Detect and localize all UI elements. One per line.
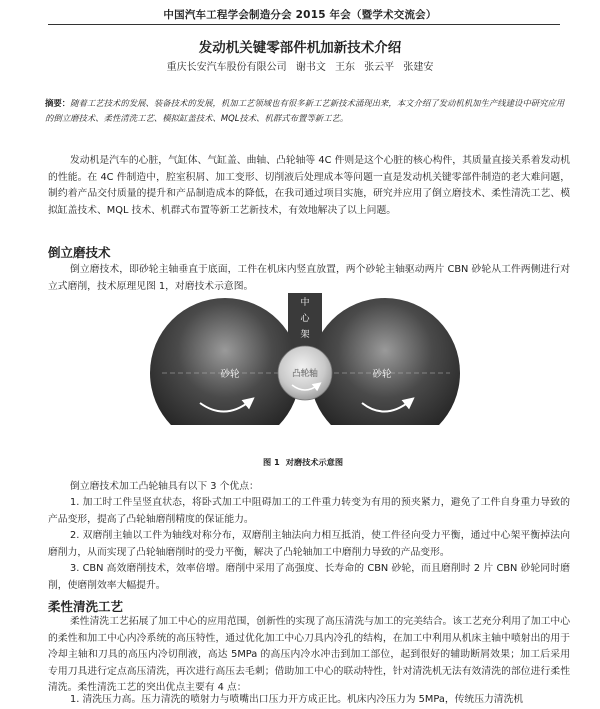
figure-caption — [0, 457, 600, 468]
header-rule — [48, 24, 560, 25]
section-heading-flexible-cleaning: 柔性清洗工艺 — [48, 599, 124, 614]
intro-paragraph: 发动机是汽车的心脏，气缸体、气缸盖、曲轴、凸轮轴等 4C 件则是这个心脏的核心构件，其质量直接关系着发动机的性能。在 4C 件制造中，腔室积屑、加工变形、切削液后处理成本等问题一直是发动机关键零部件制造的老大难问题，制约着产品交付质量的提升和产品制造成本的降低，在我司通过项目实施，研究并应用了倒立磨技术、柔性清洗工艺、模拟缸盖技术、MQL 技术、机群式布置等新工艺新技术，有效地解决了以上问题。 — [48, 155, 570, 216]
section-heading-inverted-grinding: 倒立磨技术 — [48, 245, 111, 260]
grinding-diagram — [150, 293, 460, 425]
left-wheel-label: 砂轮 — [220, 369, 240, 380]
figure-caption-text: 对磨技术示意图 — [285, 457, 344, 467]
center-frame-label: 中 — [300, 298, 310, 308]
cleaning-advantage-item: 1. 清洗压力高。压力清洗的喷射力与喷嘴出口压力开方成正比。机床内冷压力为 5MPa，传统压力清洗机 — [70, 694, 524, 705]
article-authors: 重庆长安汽车股份有限公司 谢书文 王东 张云平 张建安 — [166, 62, 434, 73]
abstract-text: 随着工艺技术的发展、装备技术的发展，机加工艺领域也有很多新工艺新技术涌现出来，本文介绍了发动机机加生产线建设中研究应用的倒立磨技术、柔性清洗工艺、模拟缸盖技术、MQL技术、机群式布置等新工艺。 — [45, 98, 565, 123]
conference-header: 中国汽车工程学会制造分会 2015 年会（暨学术交流会） — [163, 9, 437, 21]
abstract — [45, 96, 570, 126]
right-grinding-wheel — [310, 298, 460, 425]
abstract-label: 摘要： — [45, 98, 71, 108]
right-wheel-label: 砂轮 — [372, 369, 392, 380]
camshaft-label: 凸轮轴 — [292, 369, 318, 379]
section2-intro: 柔性清洗工艺拓展了加工中心的应用范围，创新性的实现了高压清洗与加工的完美结合。该工艺充分利用了加工中心的柔性和加工中心内冷系统的高压特性，通过优化加工中心刀具内冷孔的结构，在加工中利用从机床主轴中喷射出的用于冷却主轴和刀具的高压内冷切削液，高达 5MPa 的高压内冷水冲击到加工部位，起到很好的辅助断屑效果；加工后采用专用刀具进行定点高压清洗，再次进行高压去毛刺；借助加工中心的联动特性，针对清洗机无法有效清洗的部位进行柔性清洗。柔性清洗工艺的突出优点主要有 4 点： — [48, 616, 570, 693]
advantage-item: 3. CBN 高效磨削技术，效率倍增。磨削中采用了高强度、长寿命的 CBN 砂轮，而且磨削时 2 片 CBN 砂轮同时磨削，使磨削效率大幅提升。 — [48, 563, 570, 591]
left-grinding-wheel — [150, 298, 300, 425]
figure-caption-number: 图 1 — [262, 457, 280, 467]
advantage-item: 2. 双磨削主轴以工件为轴线对称分布，双磨削主轴法向力相互抵消，使工件径向受力平衡，通过中心架平衡掉法向磨削力，从而实现了凸轮轴磨削时的受力平衡，解决了凸轮轴加工中磨削力导致的产品变形。 — [48, 530, 570, 558]
article-title: 发动机关键零部件机加新技术介绍 — [198, 40, 402, 56]
center-frame-label: 心 — [300, 314, 310, 324]
section1-intro: 倒立磨技术，即砂轮主轴垂直于底面，工件在机床内竖直放置，两个砂轮主轴驱动两片 CBN 砂轮从工件两侧进行对立式磨削，技术原理见图 1，对磨技术示意图。 — [48, 264, 570, 292]
advantages-intro: 倒立磨技术加工凸轮轴具有以下 3 个优点： — [70, 481, 259, 492]
center-frame-label: 架 — [300, 330, 310, 340]
advantage-item: 1. 加工时工件呈竖直状态，将卧式加工中阻碍加工的工件重力转变为有用的预夹紧力，避免了工件自身重力导致的产品变形，提高了凸轮轴磨削精度的保证能力。 — [48, 497, 570, 525]
